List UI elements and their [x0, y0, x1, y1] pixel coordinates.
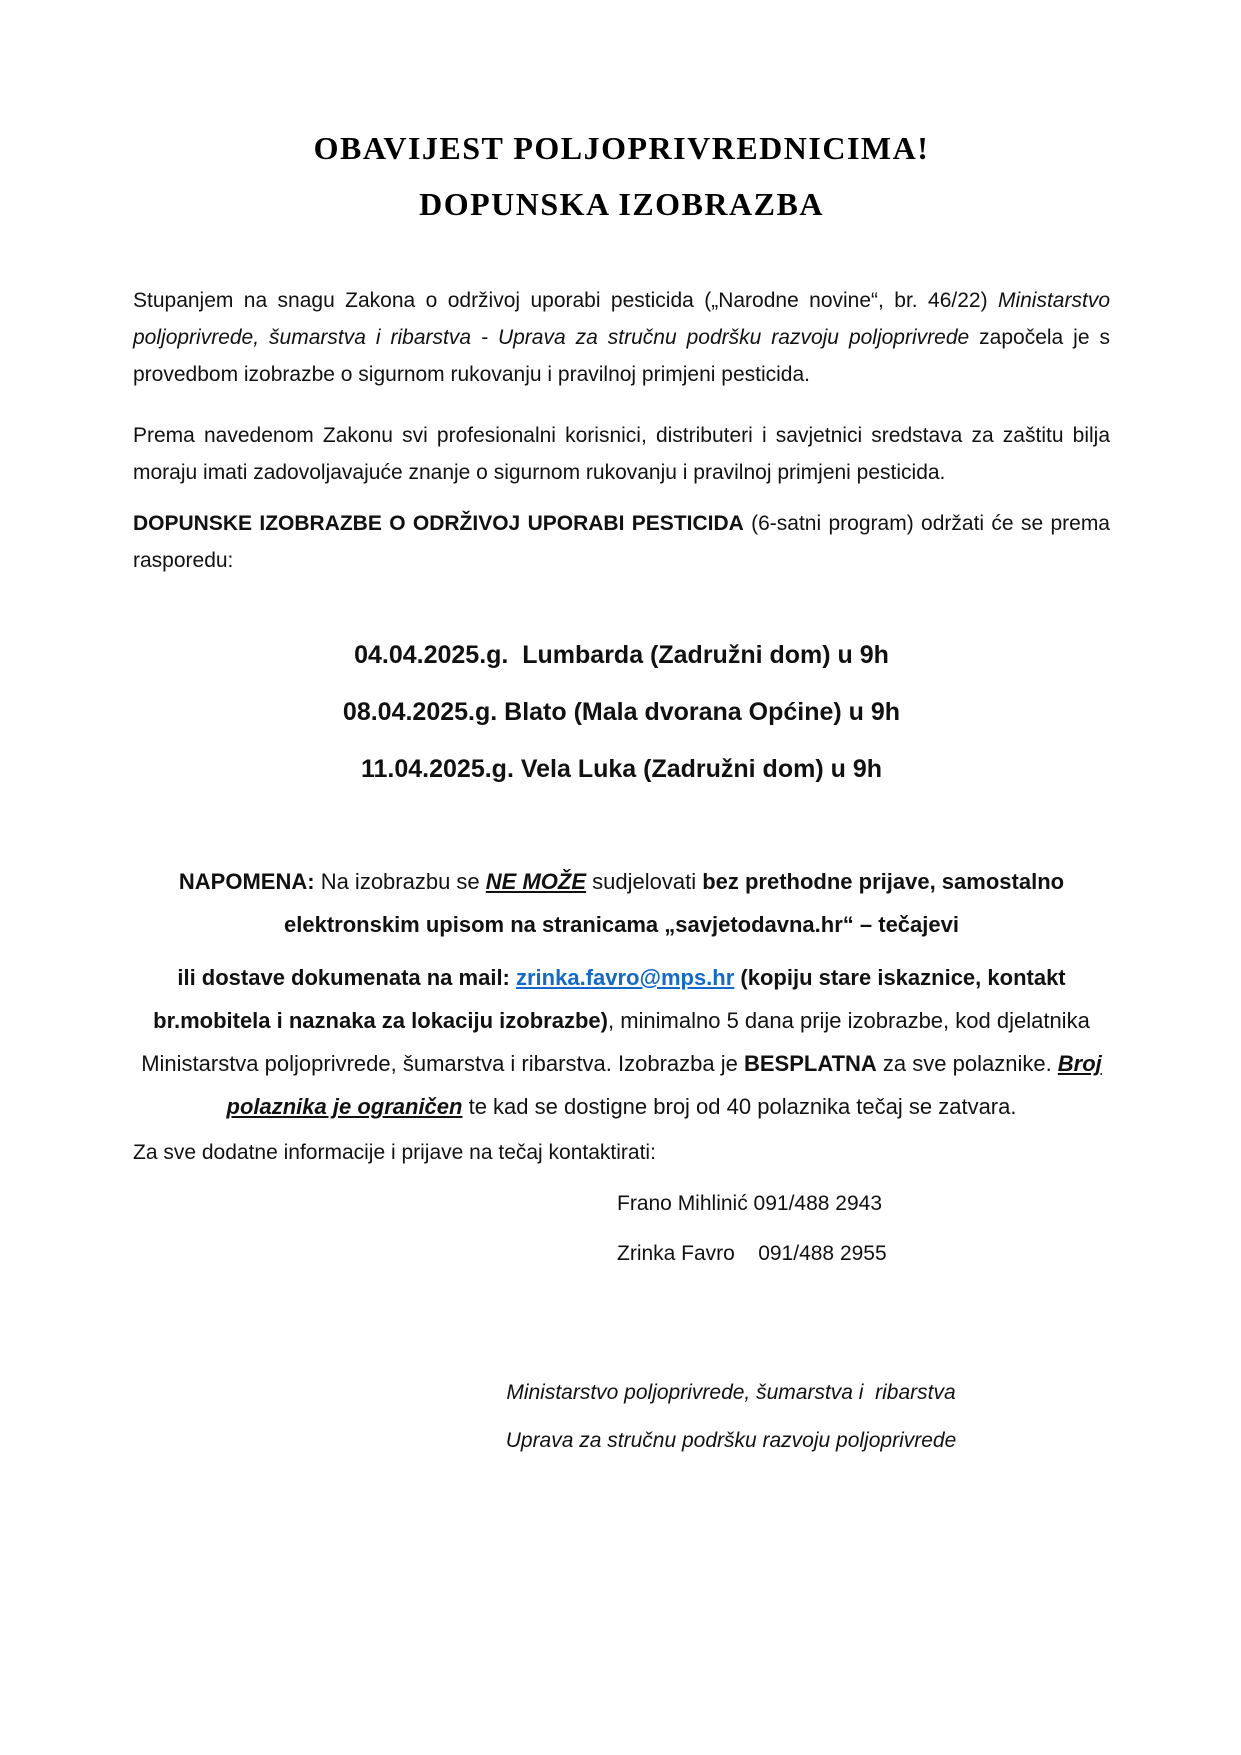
note-ne-moze-emphasis: NE MOŽE	[485, 869, 587, 894]
schedule-item-blato: 08.04.2025.g. Blato (Mala dvorana Općine) u 9h	[342, 698, 901, 726]
mail-lead-bold: ili dostave dokumenata na mail:	[177, 965, 516, 990]
email-link[interactable]: zrinka.favro@mps.hr	[516, 965, 735, 990]
document-title: OBAVIJEST POLJOPRIVREDNICIMA!	[313, 130, 930, 166]
note-registration-required	[133, 860, 1110, 946]
paragraph-program-announcement	[133, 505, 1110, 579]
signature-block	[505, 1380, 957, 1454]
program-details: (6-satni program) održati će se prema rasporedu:	[133, 512, 1110, 572]
contact-zrinka-favro: Zrinka Favro 091/488 2955	[617, 1242, 887, 1265]
mail-deadline-text: , minimalno 5 dana prije izobrazbe, kod djelatnika Ministarstva poljoprivrede, šumarstva i ribarstva. Izobrazba je	[141, 1008, 1090, 1076]
law-intro-text: Stupanjem na snagu Zakona o održivoj uporabi pesticida („Narodne novine“, br. 46/22)	[133, 289, 998, 312]
schedule-item-lumbarda: 04.04.2025.g. Lumbarda (Zadružni dom) u 9h	[354, 641, 889, 669]
paragraph-law-requirements: Prema navedenom Zakonu svi profesionalni korisnici, distributeri i savjetnici sredstava za zaštitu bilja moraju imati zadovoljavajuće znanje o sigurnom rukovanju i pravilnoj primjeni pesticida.	[133, 424, 1110, 484]
limit-emphasis: Broj polaznika je ograničen	[226, 1051, 1102, 1119]
signature-directorate: Uprava za stručnu podršku razvoju poljoprivrede	[505, 1429, 957, 1452]
schedule-item-vela-luka: 11.04.2025.g. Vela Luka (Zadružni dom) u 9h	[360, 755, 882, 783]
note-seg5: te kad se dostigne broj od 40 polaznika tečaj se zatvara.	[462, 1094, 1017, 1119]
schedule-list	[133, 627, 1110, 798]
signature-ministry: Ministarstvo poljoprivrede, šumarstva i ribarstva	[506, 1381, 956, 1404]
note-label: NAPOMENA:	[178, 869, 315, 894]
note-registration-bold: bez prethodne prijave, samostalno elektronskim upisom na stranicama „savjetodavna.hr“ – tečajevi	[284, 869, 1065, 937]
note-mail-instructions	[133, 956, 1110, 1128]
program-title-bold: DOPUNSKE IZOBRAZBE O ODRŽIVOJ UPORABI PESTICIDA	[133, 512, 744, 535]
mail-documents-bold: (kopiju stare iskaznice, kontakt br.mobitela i naznaka za lokaciju izobrazbe)	[153, 965, 1066, 1033]
note-seg4: za sve polaznike.	[876, 1051, 1058, 1076]
besplatna-bold: BESPLATNA	[743, 1051, 877, 1076]
contact-intro: Za sve dodatne informacije i prijave na tečaj kontaktirati:	[133, 1141, 656, 1164]
note-seg1: Na izobrazbu se	[314, 869, 486, 894]
ministry-name-italic: Ministarstvo poljoprivrede, šumarstva i ribarstva - Uprava za stručnu podršku razvoju poljoprivrede	[133, 289, 1110, 349]
contact-frano-mihlinic: Frano Mihlinić 091/488 2943	[617, 1192, 883, 1215]
note-seg2: sudjelovati	[586, 869, 703, 894]
document-subtitle: DOPUNSKA IZOBRAZBA	[419, 186, 824, 222]
paragraph-law-intro	[133, 282, 1110, 393]
law-intro-continuation: započela je s provedbom izobrazbe o sigurnom rukovanju i pravilnoj primjeni pesticida.	[133, 326, 1110, 386]
